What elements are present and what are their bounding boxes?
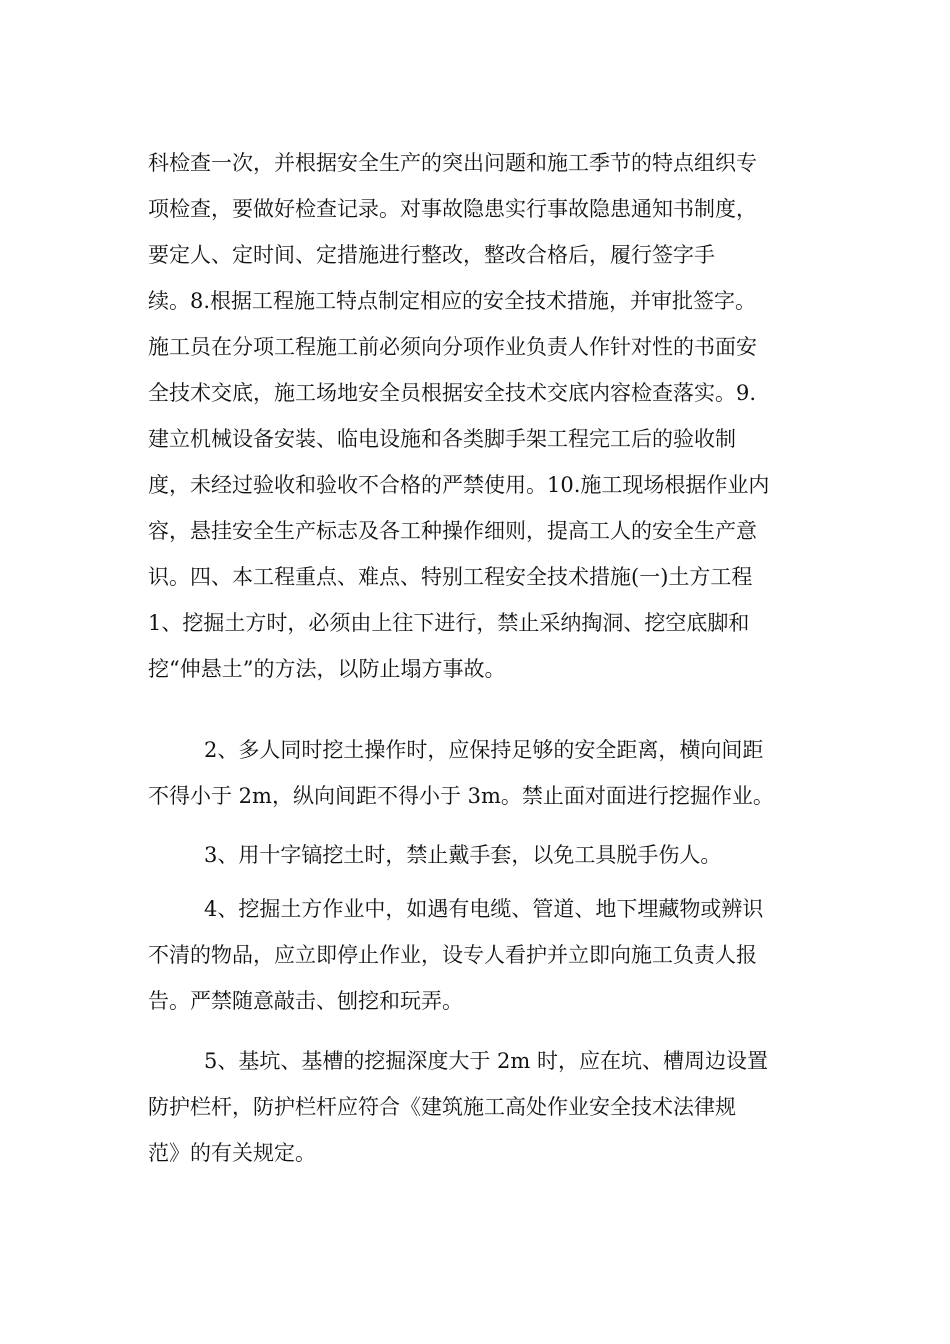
paragraph-line: 范》的有关规定。 — [148, 1141, 316, 1165]
paragraph-line: 全技术交底，施工场地安全员根据安全技术交底内容检查落实。9. — [148, 381, 757, 405]
paragraph-line: 度，未经过验收和验收不合格的严禁使用。10.施工现场根据作业内 — [148, 473, 770, 497]
paragraph-inspection-rules — [148, 140, 804, 692]
paragraph-item-3 — [148, 832, 804, 878]
paragraph-line: 不清的物品，应立即停止作业，设专人看护并立即向施工负责人报 — [148, 943, 757, 967]
paragraph-line: 要定人、定时间、定措施进行整改，整改合格后，履行签字手 — [148, 243, 715, 267]
paragraph-item-4 — [148, 886, 804, 1024]
paragraph-line: 2、多人同时挖土操作时，应保持足够的安全距离，横向间距 — [204, 738, 764, 762]
paragraph-line: 防护栏杆，防护栏杆应符合《建筑施工高处作业安全技术法律规 — [148, 1095, 736, 1119]
paragraph-item-2 — [148, 727, 804, 819]
paragraph-line: 科检查一次，并根据安全生产的突出问题和施工季节的特点组织专 — [148, 151, 757, 175]
paragraph-line: 施工员在分项工程施工前必须向分项作业负责人作针对性的书面安 — [148, 335, 757, 359]
paragraph-line: 续。8.根据工程施工特点制定相应的安全技术措施，并审批签字。 — [148, 289, 757, 313]
paragraph-line: 不得小于 2m，纵向间距不得小于 3m。禁止面对面进行挖掘作业。 — [148, 784, 774, 808]
paragraph-item-5 — [148, 1038, 804, 1176]
paragraph-line: 识。四、本工程重点、难点、特别工程安全技术措施(一)土方工程 — [148, 565, 753, 589]
paragraph-line: 容，悬挂安全生产标志及各工种操作细则，提高工人的安全生产意 — [148, 519, 757, 543]
paragraph-line: 建立机械设备安装、临电设施和各类脚手架工程完工后的验收制 — [148, 427, 736, 451]
paragraph-line: 4、挖掘土方作业中，如遇有电缆、管道、地下埋藏物或辨识 — [204, 897, 764, 921]
paragraph-line: 5、基坑、基槽的挖掘深度大于 2m 时，应在坑、槽周边设置 — [204, 1049, 768, 1073]
paragraph-line: 项检查，要做好检查记录。对事故隐患实行事故隐患通知书制度， — [148, 197, 757, 221]
paragraph-line: 1、挖掘土方时，必须由上往下进行，禁止采纳掏洞、挖空底脚和 — [148, 611, 750, 635]
paragraph-line: 告。严禁随意敲击、刨挖和玩弄。 — [148, 989, 463, 1013]
paragraph-line: 挖“伸悬土”的方法，以防止塌方事故。 — [148, 657, 506, 681]
paragraph-line: 3、用十字镐挖土时，禁止戴手套，以免工具脱手伤人。 — [204, 843, 722, 867]
